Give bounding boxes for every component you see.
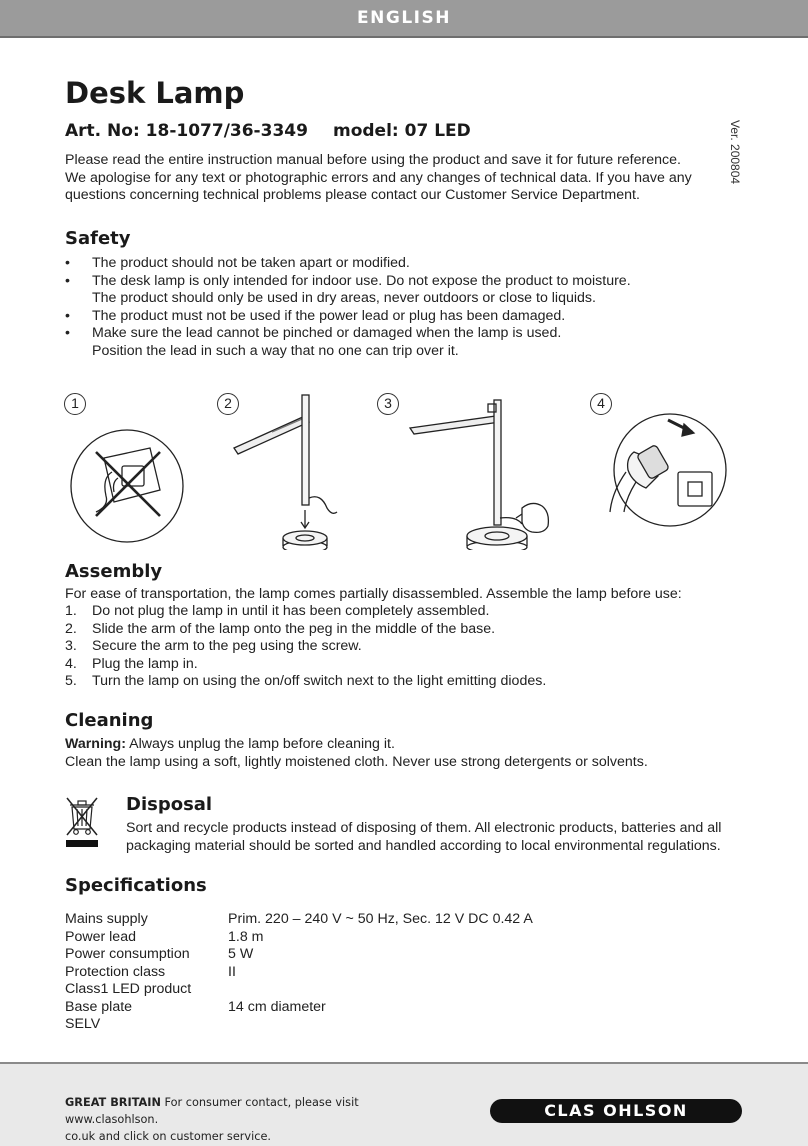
intro-paragraph [65,152,692,205]
assembly-figures [0,390,808,550]
step-number-1: 1 [64,393,86,415]
warning-label: Warning: [65,736,126,752]
footer [0,1062,808,1146]
table-row: Base plate 14 cm diameter [65,998,326,1015]
contact-info: GREAT BRITAIN For consumer contact, please visit www.clasohlson. co.uk and click on customer service. [65,1096,359,1143]
list-item: 2. Slide the arm of the lamp onto the peg in the middle of the base. [65,620,496,637]
country-label: GREAT BRITAIN [65,1096,161,1109]
assembly-steps [65,603,546,691]
article-number: Art. No: 18-1077/36-3349 [65,121,308,141]
weee-bin-icon [65,795,99,851]
page-title: Desk Lamp [65,76,245,110]
figure-4-plug-in [610,414,726,526]
list-item: • Make sure the lead cannot be pinched or damaged when the lamp is used. Position the lead in such a way that no one can trip over it. [65,325,562,359]
version-label: Ver. 200804 [728,120,742,185]
specifications-table [65,911,625,1034]
table-row: Class1 LED product [65,981,192,997]
model-number: model: 07 LED [333,121,471,141]
step-number-2: 2 [217,393,239,415]
list-item: 3. Secure the arm to the peg using the screw. [65,638,362,654]
list-item: • The desk lamp is only intended for indoor use. Do not expose the product to moisture. The product should only be used in dry areas, never outdoors or close to liquids. [65,272,631,306]
table-row: Power lead 1.8 m [65,928,264,945]
figure-3-secured [410,400,548,550]
table-row: Mains supply Prim. 220 – 240 V ~ 50 Hz, Sec. 12 V DC 0.42 A [65,911,533,927]
intro-line: questions concerning technical problems please contact our Customer Service Department. [65,187,640,203]
list-item: • The product should not be taken apart or modified. [65,255,410,271]
table-row: Power consumption 5 W [65,946,254,962]
figure-2-assembly [234,395,337,550]
disposal-heading: Disposal [126,794,213,815]
safety-heading: Safety [65,228,131,249]
language-label: ENGLISH [357,8,451,28]
list-item: • The product must not be used if the power lead or plug has been damaged. [65,307,566,324]
list-item: 5. Turn the lamp on using the on/off switch next to the light emitting diodes. [65,673,547,689]
figure-1-no-plug [71,430,183,542]
table-row: SELV [65,1016,101,1032]
step-number-4: 4 [590,393,612,415]
cleaning-heading: Cleaning [65,710,154,731]
assembly-illustrations [0,390,808,550]
assembly-heading: Assembly [65,561,163,582]
safety-list [65,255,631,360]
specifications-heading: Specifications [65,875,207,896]
intro-line: Please read the entire instruction manual before using the product and save it for future reference. [65,152,681,168]
language-header-bar [0,0,808,38]
intro-line: We apologise for any text or photographic errors and any changes of technical data. If you have any [65,169,692,186]
step-number-3: 3 [377,393,399,415]
table-row: Protection class II [65,963,236,980]
assembly-intro: For ease of transportation, the lamp comes partially disassembled. Assemble the lamp before use: [65,586,682,602]
list-item: 1. Do not plug the lamp in until it has been completely assembled. [65,603,490,619]
clas-ohlson-logo: CLAS OHLSON [490,1099,742,1123]
list-item: 4. Plug the lamp in. [65,655,198,672]
article-info [65,121,471,141]
disposal-text: Sort and recycle products instead of disposing of them. All electronic products, batteries and all packaging material should be sorted and handled according to local environmental regulations. [126,820,722,854]
cleaning-text: Warning: Always unplug the lamp before cleaning it. Clean the lamp using a soft, lightly moistened cloth. Never use strong detergents or solvents. [65,736,648,770]
